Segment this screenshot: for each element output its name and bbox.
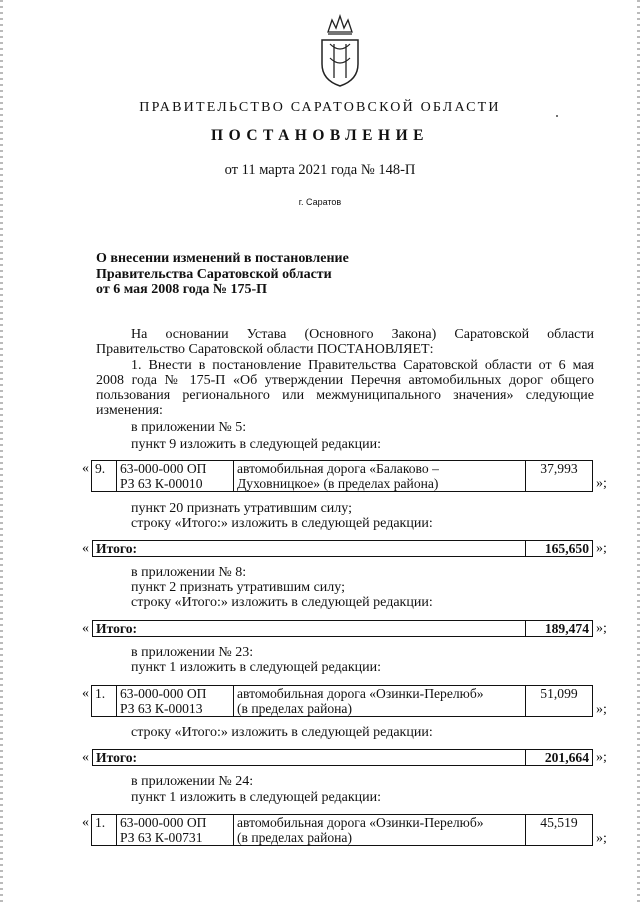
quote-open: « [82, 461, 89, 476]
table-row [92, 686, 593, 717]
body-p2-line3: пользования регионального или межмуниципального значения» следующие [96, 388, 594, 403]
quote-open: « [82, 621, 89, 636]
total-value: 165,650 [526, 541, 593, 557]
total-row-appendix-8 [92, 620, 593, 637]
total-value: 201,664 [526, 750, 593, 766]
total-label: Итого: [93, 541, 526, 557]
appendix-5-item: пункт 9 изложить в следующей редакции: [131, 437, 381, 452]
body-p1-line2: Правительство Саратовской области ПОСТАНОВЛЯЕТ: [96, 342, 434, 357]
appendix-5-after-2: строку «Итого:» изложить в следующей редакции: [131, 516, 433, 531]
quote-close: »; [596, 750, 607, 765]
road-code-line2: РЗ 63 К-00731 [120, 829, 203, 845]
body-p2-line1: 1. Внести в постановление Правительства Саратовской области от 6 мая [131, 358, 594, 373]
quote-close: »; [596, 702, 607, 717]
quote-close: »; [596, 541, 607, 556]
road-name-line2: (в пределах района) [237, 700, 352, 716]
road-code-line1: 63-000-000 ОП [120, 686, 207, 701]
road-name [234, 686, 526, 717]
table-row [93, 621, 593, 637]
quote-close: »; [596, 831, 607, 846]
road-code [117, 686, 234, 717]
total-row-appendix-5 [92, 540, 593, 557]
road-name-line1: автомобильная дорога «Балаково – [237, 461, 439, 476]
total-row-appendix-23 [92, 749, 593, 766]
road-table-appendix-24 [91, 814, 593, 846]
total-label: Итого: [93, 750, 526, 766]
quote-open: « [82, 815, 89, 830]
appendix-24-item: пункт 1 изложить в следующей редакции: [131, 790, 381, 805]
table-row [92, 815, 593, 846]
appendix-5-after-1: пункт 20 признать утратившим силу; [131, 501, 352, 516]
total-value: 189,474 [526, 621, 593, 637]
appendix-23-heading: в приложении № 23: [131, 645, 254, 660]
road-table-appendix-5 [91, 460, 593, 492]
road-code-line2: РЗ 63 К-00010 [120, 475, 203, 491]
road-name [234, 815, 526, 846]
subject-line-1: О внесении изменений в постановление [96, 251, 349, 266]
quote-close: »; [596, 476, 607, 491]
road-code [117, 815, 234, 846]
appendix-5-heading: в приложении № 5: [131, 420, 247, 435]
appendix-8-heading: в приложении № 8: [131, 565, 247, 580]
road-table-appendix-23 [91, 685, 593, 717]
row-number: 1. [92, 686, 117, 717]
road-length: 45,519 [526, 815, 593, 846]
road-code-line2: РЗ 63 К-00013 [120, 700, 203, 716]
quote-open: « [82, 750, 89, 765]
road-name-line1: автомобильная дорога «Озинки-Перелюб» [237, 815, 484, 830]
appendix-8-item: пункт 2 признать утратившим силу; [131, 580, 345, 595]
body-p1-line1: На основании Устава (Основного Закона) Саратовской области [131, 327, 594, 342]
quote-close: »; [596, 621, 607, 636]
quote-open: « [82, 686, 89, 701]
row-number: 1. [92, 815, 117, 846]
subject-line-2: Правительства Саратовской области [96, 266, 332, 282]
table-row [93, 750, 593, 766]
row-number: 9. [92, 461, 117, 492]
road-code-line1: 63-000-000 ОП [120, 815, 207, 830]
table-row [92, 461, 593, 492]
road-length: 37,993 [526, 461, 593, 492]
body-p2-line4: изменения: [96, 403, 163, 418]
appendix-23-item: пункт 1 изложить в следующей редакции: [131, 660, 381, 675]
scan-speck [556, 115, 558, 117]
government-title: ПРАВИТЕЛЬСТВО САРАТОВСКОЙ ОБЛАСТИ [139, 100, 501, 115]
road-name-line2: Духовницкое» (в пределах района) [237, 475, 439, 491]
quote-open: « [82, 541, 89, 556]
road-code-line1: 63-000-000 ОП [120, 461, 207, 476]
subject-line-3: от 6 мая 2008 года № 175-П [96, 282, 268, 297]
body-p2-line2: 2008 года № 175-П «Об утверждении Перечня автомобильных дорог общего [96, 373, 594, 388]
road-code [117, 461, 234, 492]
coat-of-arms-icon [318, 14, 362, 88]
appendix-24-heading: в приложении № 24: [131, 774, 254, 789]
table-row [93, 541, 593, 557]
document-type: ПОСТАНОВЛЕНИЕ [211, 127, 429, 144]
road-name [234, 461, 526, 492]
total-label: Итого: [93, 621, 526, 637]
document-city: г. Саратов [298, 197, 342, 207]
road-name-line1: автомобильная дорога «Озинки-Перелюб» [237, 686, 484, 701]
road-length: 51,099 [526, 686, 593, 717]
road-name-line2: (в пределах района) [237, 829, 352, 845]
appendix-23-line: строку «Итого:» изложить в следующей редакции: [131, 725, 433, 740]
appendix-8-line: строку «Итого:» изложить в следующей редакции: [131, 595, 433, 610]
document-date-number: от 11 марта 2021 года № 148-П [224, 162, 416, 178]
document-subject [96, 251, 349, 298]
